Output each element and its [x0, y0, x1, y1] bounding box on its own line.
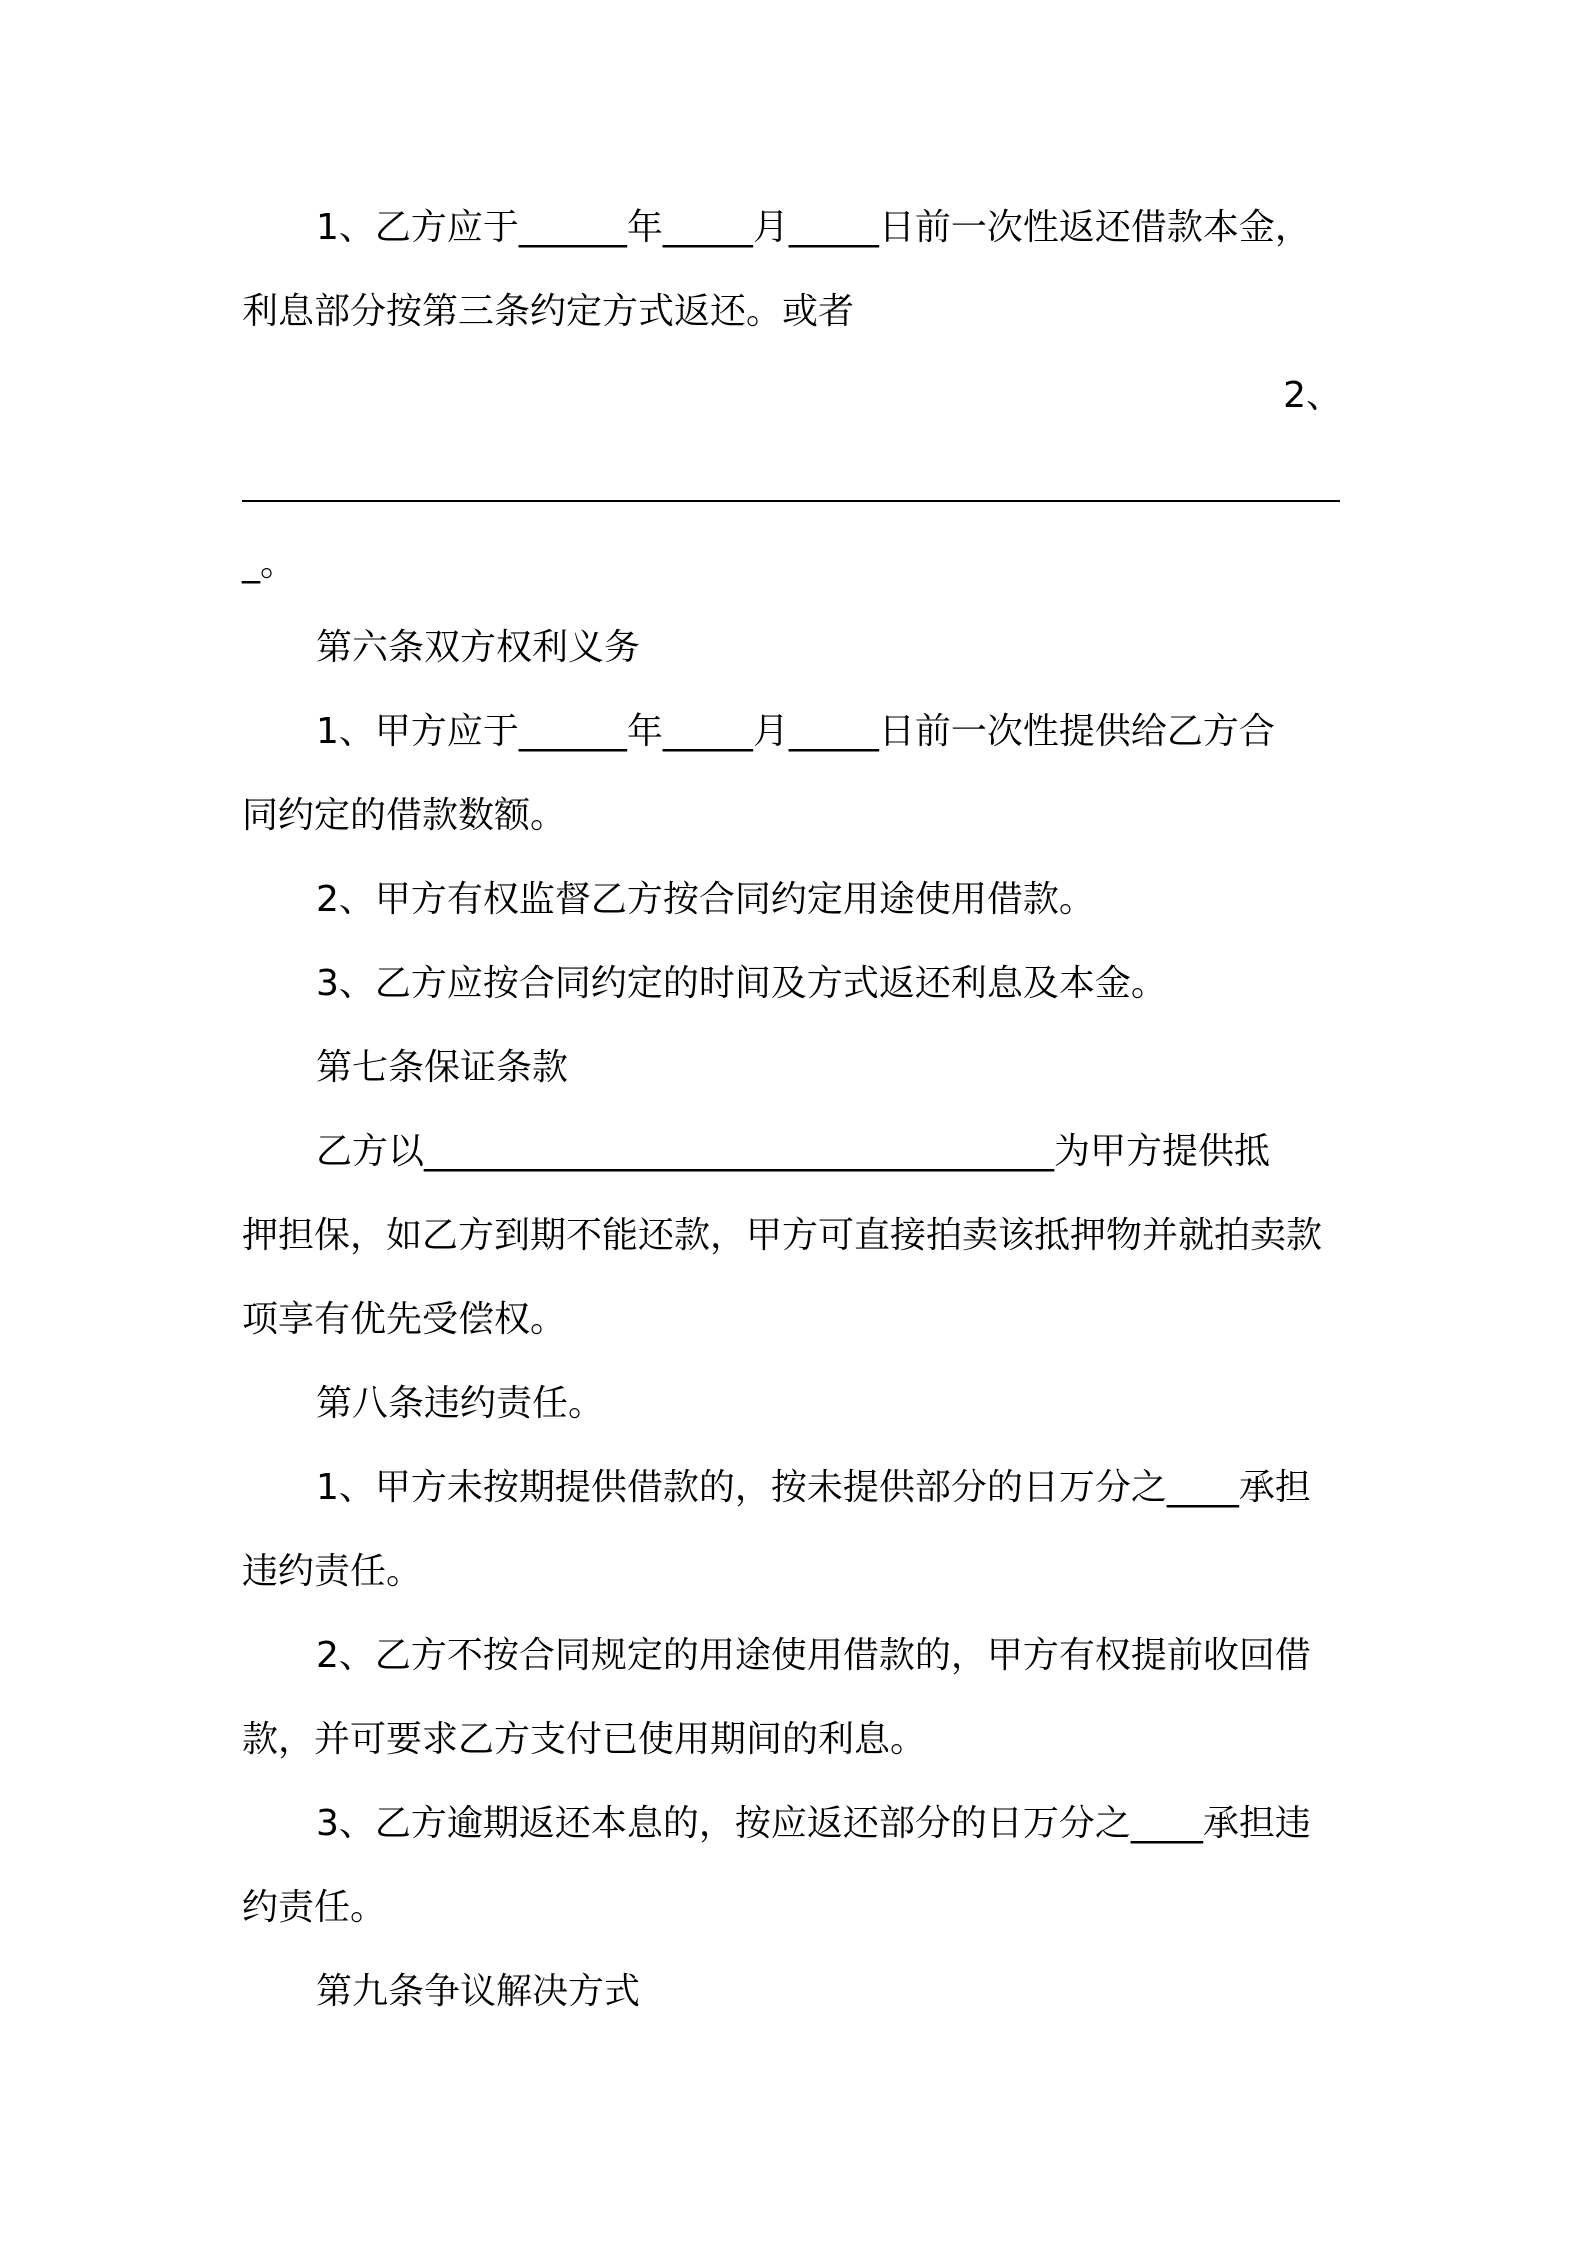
article-8-heading: 第八条违约责任。: [316, 1383, 605, 1424]
article-6-item-3: 3、乙方应按合同约定的时间及方式返还利息及本金。: [316, 963, 1167, 1004]
article-7-heading: 第七条保证条款: [316, 1047, 569, 1088]
clause-5-item-2-end: _。: [242, 543, 297, 584]
article-8-item-3-line-2: 约责任。: [242, 1887, 387, 1928]
article-8-item-2-line-2: 款，并可要求乙方支付已使用期间的利息。: [242, 1719, 927, 1760]
article-8-item-3-line-1: 3、乙方逾期返还本息的，按应返还部分的日万分之____承担违: [316, 1803, 1311, 1844]
article-6-item-2: 2、甲方有权监督乙方按合同约定用途使用借款。: [316, 879, 1095, 920]
article-9-heading: 第九条争议解决方式: [316, 1971, 641, 2012]
article-8-item-1-line-1: 1、甲方未按期提供借款的，按未提供部分的日万分之____承担: [316, 1467, 1311, 1508]
article-7-line-3: 项享有优先受偿权。: [242, 1299, 567, 1340]
article-6-item-1-line-1: 1、甲方应于______年_____月_____日前一次性提供给乙方合: [316, 711, 1275, 752]
article-8-item-2-line-1: 2、乙方不按合同规定的用途使用借款的，甲方有权提前收回借: [316, 1635, 1311, 1676]
clause-5-item-1-line-1: 1、乙方应于______年_____月_____日前一次性返还借款本金，: [316, 207, 1311, 248]
article-8-item-1-line-2: 违约责任。: [242, 1551, 423, 1592]
article-6-heading: 第六条双方权利义务: [316, 627, 641, 668]
clause-5-item-1-line-2: 利息部分按第三条约定方式返还。或者: [242, 291, 855, 332]
clause-5-item-2-number: 2、: [1283, 375, 1342, 416]
article-7-line-1: 乙方以___________________________________为甲方提供抵: [316, 1131, 1271, 1172]
blank-underline: [242, 500, 1340, 502]
article-7-line-2: 押担保，如乙方到期不能还款，甲方可直接拍卖该抵押物并就拍卖款: [242, 1215, 1323, 1256]
article-6-item-1-line-2: 同约定的借款数额。: [242, 795, 567, 836]
